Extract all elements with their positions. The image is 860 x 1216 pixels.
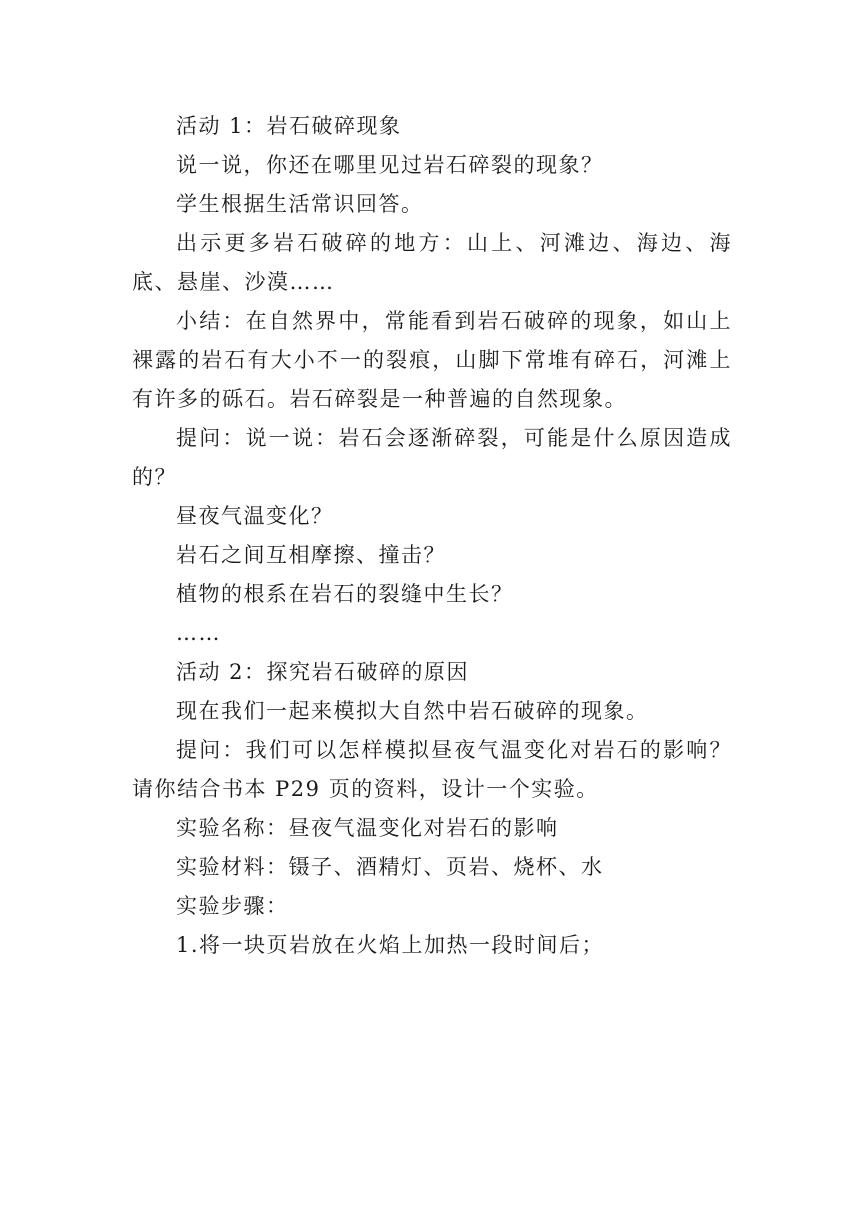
- paragraph-simulation-intro: 现在我们一起来模拟大自然中岩石破碎的现象。: [176, 699, 649, 723]
- paragraph-experiment-materials: 实验材料：镊子、酒精灯、页岩、烧杯、水: [176, 855, 604, 879]
- paragraph-more-places: 出示更多岩石破碎的地方：山上、河滩边、海边、海底、悬崖、沙漠……: [132, 231, 732, 294]
- paragraph-experiment-name: 实验名称：昼夜气温变化对岩石的影响: [176, 816, 559, 840]
- paragraph-summary: 小结：在自然界中，常能看到岩石破碎的现象，如山上裸露的岩石有大小不一的裂痕，山脚下常堆有碎石，河滩上有许多的砾石。岩石碎裂是一种普遍的自然现象。: [132, 309, 732, 411]
- document-body: [132, 107, 732, 965]
- paragraph-cause-roots: 植物的根系在岩石的裂缝中生长？: [176, 582, 514, 606]
- paragraph-experiment-steps-label: 实验步骤：: [176, 894, 289, 918]
- paragraph-question-causes: 提问：说一说：岩石会逐渐碎裂，可能是什么原因造成的？: [132, 426, 732, 489]
- paragraph-step-1: 1.将一块页岩放在火焰上加热一段时间后；: [176, 933, 605, 957]
- paragraph-question-where-seen: 说一说，你还在哪里见过岩石碎裂的现象？: [176, 153, 604, 177]
- paragraph-ellipsis: ……: [176, 621, 221, 645]
- paragraph-activity-1-title: 活动 1：岩石破碎现象: [176, 114, 402, 138]
- paragraph-cause-temperature: 昼夜气温变化？: [176, 504, 334, 528]
- paragraph-design-experiment: 提问：我们可以怎样模拟昼夜气温变化对岩石的影响？请你结合书本 P29 页的资料，设计一个实验。: [132, 738, 732, 801]
- paragraph-activity-2-title: 活动 2：探究岩石破碎的原因: [176, 660, 470, 684]
- paragraph-student-answer: 学生根据生活常识回答。: [176, 192, 424, 216]
- paragraph-cause-friction: 岩石之间互相摩擦、撞击？: [176, 543, 446, 567]
